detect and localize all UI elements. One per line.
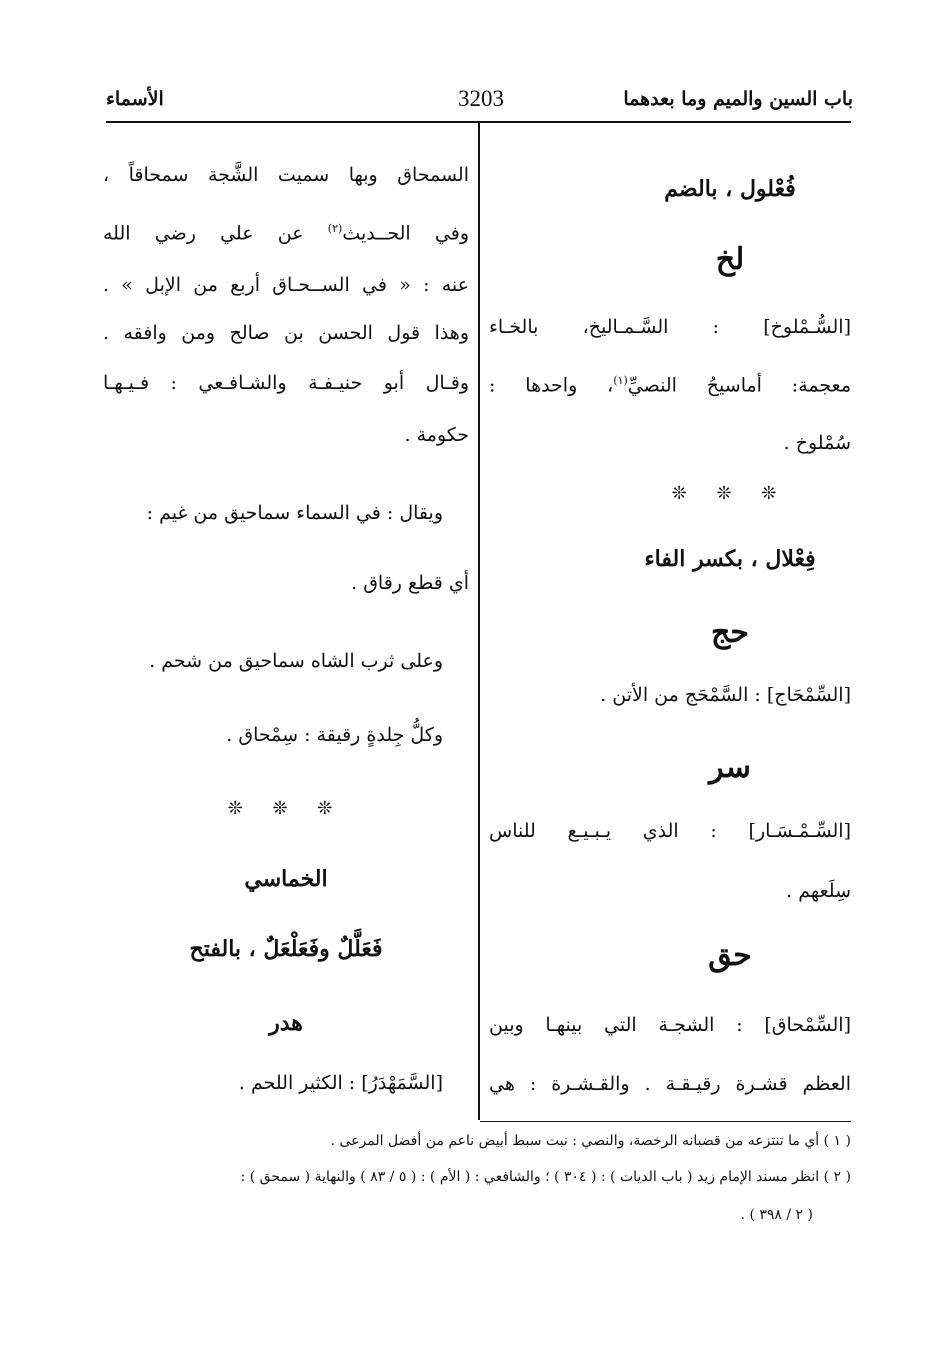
footnote-2-continued: ( ٢ / ٣٩٨ ) . (740, 1207, 813, 1223)
entry-line: وكلُّ جِلدةٍ رقيقة : سِمْحاق . (226, 724, 443, 746)
section-running-header: الأسماء (106, 88, 164, 110)
footnote-rule (480, 1121, 851, 1122)
entry-line (103, 222, 469, 244)
entry-line: عنه : « في الســحـاق أربع من الإبل » . (103, 274, 469, 296)
entry-line: [السِّـمْـسَـار] : الذي يـبـيـع للناس (489, 820, 851, 842)
root-heading: حق (708, 938, 752, 973)
pattern-heading: فُعْلول ، بالضم (664, 176, 796, 202)
root-heading: هدر (269, 1010, 303, 1036)
chapter-running-header: باب السين والميم وما بعدهما (623, 88, 853, 110)
entry-line: وهذا قول الحسن بن صالح ومن وافقه . (103, 322, 469, 344)
entry-text: وفي الحــديث (342, 222, 469, 245)
footnote-2: ( ٢ ) انظر مسند الإمام زيد ( باب الديات ) : ( ٣٠٤ ) ؛ والشافعي : ( الأم ) : ( ٥ / ٨٣ ) والنهاية ( سمحق ) : (240, 1169, 851, 1185)
footnote-1: ( ١ ) أي ما تنتزعه من قضبانه الرخصة، والنصي : نبت سبط أبيض ناعم من أفضل المرعى . (330, 1133, 851, 1149)
entry-line: ويقال : في السماء سماحيق من غيم : (146, 502, 443, 524)
page-number: 3203 (458, 86, 504, 111)
entry-text: معجمة: أماسيحُ النصيِّ (627, 374, 851, 397)
entry-line: وعلى ثرب الشاه سماحيق من شحم . (149, 650, 443, 672)
column-divider (478, 123, 480, 1120)
entry-line: وقـال أبو حنيـفـة والشـافـعي : فـيـهـا (103, 372, 469, 394)
section-separator: ❊ ❊ ❊ (671, 483, 789, 504)
entry-text: عن علي رضي الله (103, 222, 304, 245)
entry-line: أي قطع رقاق . (351, 572, 469, 594)
pattern-heading: فِعْلال ، بكسر الفاء (644, 546, 816, 572)
section-separator: ❊ ❊ ❊ (227, 798, 345, 819)
entry-line (489, 374, 851, 396)
entry-line: [السِّمْحَاج] : السَّمْحَج من الأتن . (600, 684, 851, 706)
entry-line: [السَّمَهْدَرُ] : الكثير اللحم . (238, 1072, 443, 1094)
footnote-ref: (٢) (327, 222, 343, 235)
root-heading: حج (711, 615, 749, 650)
entry-line: السمحاق وبها سميت الشَّجة سمحاقاً ، (103, 164, 469, 186)
entry-line: [السِّمْحاق] : الشجـة التي بينهـا وبين (489, 1014, 851, 1036)
root-heading: لخ (715, 242, 745, 277)
entry-line: العظم قشـرة رقيـقـة . والقـشـرة : هي (489, 1073, 851, 1095)
entry-line: حكومة . (404, 424, 469, 446)
footnote-ref: (١) (613, 374, 628, 387)
chapter-heading: الخماسي (244, 866, 328, 892)
pattern-heading: فَعَلَّلٌ وفَعَلْعَلٌ ، بالفتح (189, 936, 383, 962)
entry-text: ، واحدها : (489, 374, 614, 397)
entry-line: سِلَعهم . (786, 880, 851, 902)
entry-line: سُمْلوخ . (783, 432, 851, 454)
entry-line: [السُّـمْلوخ] : السَّـمـاليخ، بالخـاء (489, 316, 851, 338)
root-heading: سر (709, 750, 751, 785)
